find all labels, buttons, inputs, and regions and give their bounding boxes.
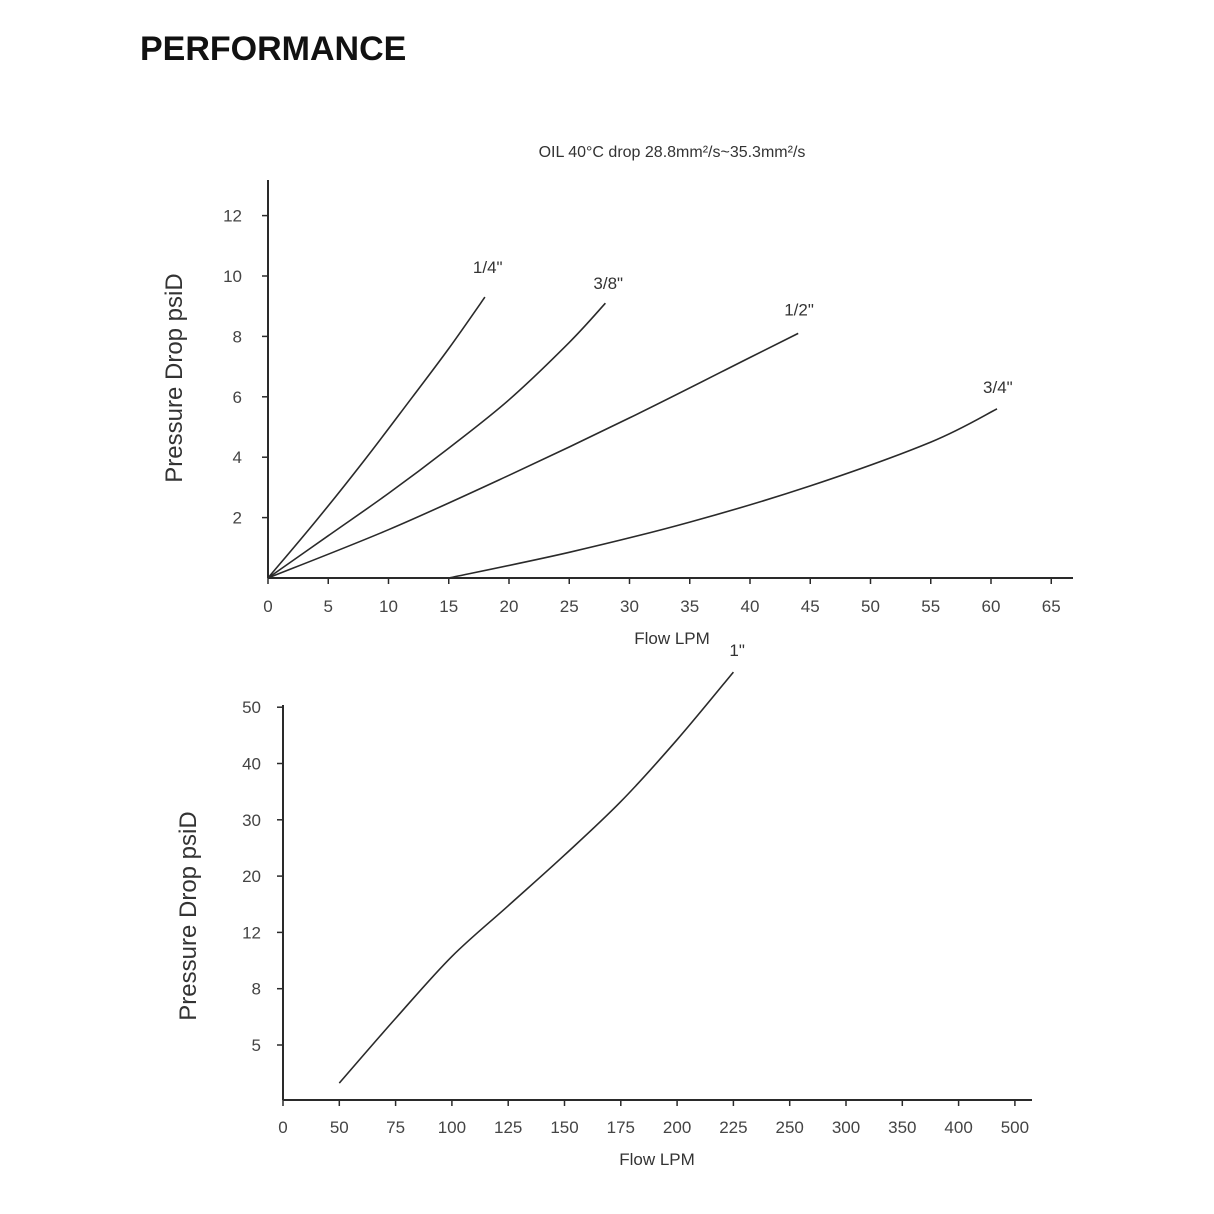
x-tick-label: 100 — [437, 1118, 467, 1137]
y-tick-label: 5 — [251, 1036, 261, 1055]
y-tick-label: 40 — [242, 754, 261, 774]
x-axis-title: Flow LPM — [619, 1150, 695, 1169]
x-tick-label: 400 — [944, 1118, 973, 1137]
x-tick-label: 0 — [263, 597, 273, 616]
y-tick-label: 12 — [223, 206, 242, 226]
series-label: 3/4" — [983, 377, 1013, 397]
x-tick-label: 50 — [861, 597, 880, 616]
x-tick-label: 225 — [719, 1118, 748, 1137]
y-tick-label: 2 — [232, 508, 242, 528]
chart-title: OIL 40°C drop 28.8mm²/s~35.3mm²/s — [538, 144, 806, 161]
x-tick-label: 20 — [499, 597, 519, 616]
x-tick-label: 175 — [606, 1118, 635, 1137]
series-label: 3/8" — [593, 274, 624, 294]
y-tick-label: 20 — [242, 867, 261, 887]
page-heading: PERFORMANCE — [140, 30, 407, 68]
x-tick-label: 200 — [662, 1118, 692, 1137]
x-tick-label: 40 — [740, 597, 760, 616]
x-tick-label: 125 — [494, 1118, 523, 1137]
x-tick-label: 300 — [831, 1118, 861, 1137]
series-line — [339, 672, 733, 1083]
y-axis-title: Pressure Drop psiD — [175, 811, 202, 1021]
y-tick-label: 10 — [223, 267, 242, 286]
y-tick-label: 6 — [232, 387, 242, 407]
x-tick-label: 10 — [379, 597, 398, 616]
series-label: 1" — [729, 641, 745, 661]
series-label: 1/2" — [784, 300, 814, 320]
x-tick-label: 30 — [620, 597, 639, 616]
x-tick-label: 350 — [888, 1118, 917, 1137]
x-tick-label: 5 — [323, 597, 333, 616]
x-tick-label: 150 — [550, 1118, 579, 1137]
y-axis-title: Pressure Drop psiD — [161, 273, 188, 483]
x-tick-label: 35 — [680, 597, 700, 616]
x-axis-title: Flow LPM — [634, 629, 710, 648]
y-tick-label: 50 — [242, 698, 261, 718]
x-tick-label: 65 — [1041, 597, 1061, 616]
x-tick-label: 500 — [1000, 1118, 1030, 1137]
x-tick-label: 15 — [439, 597, 459, 616]
x-tick-label: 50 — [329, 1118, 349, 1137]
x-tick-label: 55 — [921, 597, 941, 616]
y-tick-label: 30 — [242, 810, 261, 830]
x-tick-label: 60 — [981, 597, 1001, 616]
x-tick-label: 75 — [386, 1118, 406, 1137]
x-tick-label: 45 — [800, 597, 820, 616]
x-tick-label: 0 — [278, 1118, 288, 1137]
series-label: 1/4" — [472, 258, 503, 278]
x-tick-label: 250 — [775, 1118, 804, 1137]
y-tick-label: 12 — [242, 923, 261, 943]
x-tick-label: 25 — [559, 597, 579, 616]
y-tick-label: 8 — [251, 979, 261, 999]
y-tick-label: 4 — [232, 448, 242, 468]
y-tick-label: 8 — [232, 327, 242, 347]
